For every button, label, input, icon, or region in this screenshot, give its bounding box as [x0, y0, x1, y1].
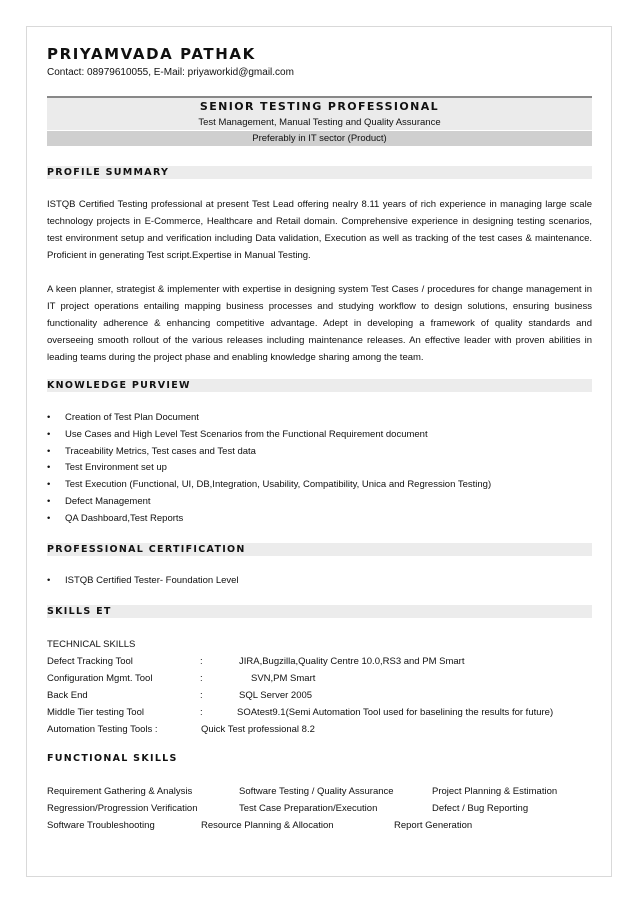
skill-value: SVN,PM Smart	[251, 673, 316, 684]
candidate-name: PRIYAMVADA PATHAK	[47, 45, 256, 63]
skill-separator: :	[200, 690, 203, 701]
skill-separator: :	[200, 707, 203, 718]
functional-skill: Test Case Preparation/Execution	[239, 803, 378, 814]
skill-separator: :	[200, 656, 203, 667]
certification-list	[47, 573, 239, 590]
technical-skills-label	[47, 636, 607, 653]
functional-skill: Regression/Progression Verification	[47, 803, 198, 814]
skill-row	[47, 670, 607, 687]
list-item-text: Use Cases and High Level Test Scenarios from the Functional Requirement document	[65, 428, 428, 440]
skill-value: JIRA,Bugzilla,Quality Centre 10.0,RS3 and PM Smart	[239, 656, 465, 667]
list-item-text: QA Dashboard,Test Reports	[65, 512, 184, 524]
functional-row	[47, 783, 607, 800]
profile-paragraph-1: ISTQB Certified Testing professional at present Test Lead offering nealry 8.11 years of rich experience in managing large scale technology projects in E-Commerce, Healthcare and Retail domain. Comprehensive experience in designing testing scenarios, test environment setup and verification including Data validation, Execution as well as tracking of the test cases & maintenance. Proficient in generating Test script.Expertise in Manual Testing.	[47, 199, 592, 261]
skill-row	[47, 721, 607, 738]
bullet-icon: •	[47, 428, 51, 440]
list-item-text: Test Environment set up	[65, 462, 167, 474]
skill-row	[47, 687, 607, 704]
banner-line-2: Preferably in IT sector (Product)	[47, 131, 592, 146]
banner-line-1: Test Management, Manual Testing and Quality Assurance	[47, 115, 592, 130]
section-heading-certification: PROFESSIONAL CERTIFICATION	[47, 543, 592, 556]
list-item	[47, 477, 491, 494]
list-item	[47, 460, 491, 477]
skill-label: Middle Tier testing Tool	[47, 707, 144, 718]
functional-skill: Software Troubleshooting	[47, 820, 155, 831]
bullet-icon: •	[47, 445, 51, 457]
functional-skill: Requirement Gathering & Analysis	[47, 786, 193, 797]
functional-skill: Resource Planning & Allocation	[201, 820, 334, 831]
functional-row	[47, 817, 607, 834]
section-heading-functional: FUNCTIONAL SKILLS	[47, 753, 178, 764]
list-item	[47, 494, 491, 511]
list-item-text: Creation of Test Plan Document	[65, 412, 199, 423]
section-heading-skills: SKILLS ET	[47, 605, 592, 618]
bullet-icon: •	[47, 495, 51, 507]
bullet-icon: •	[47, 512, 51, 524]
section-heading-profile: PROFILE SUMMARY	[47, 166, 592, 179]
list-item-text: ISTQB Certified Tester- Foundation Level	[65, 575, 239, 586]
section-heading-knowledge: KNOWLEDGE PURVIEW	[47, 379, 592, 392]
list-item-text: Traceability Metrics, Test cases and Test data	[65, 445, 256, 457]
list-item	[47, 444, 491, 461]
functional-skill: Defect / Bug Reporting	[432, 803, 529, 814]
functional-skill: Project Planning & Estimation	[432, 786, 558, 797]
skill-label: Back End	[47, 690, 88, 701]
list-item	[47, 573, 239, 590]
skill-value: Quick Test professional 8.2	[201, 724, 315, 735]
functional-row	[47, 800, 607, 817]
functional-skill: Report Generation	[394, 820, 473, 831]
bullet-icon: •	[47, 479, 51, 491]
banner-title: SENIOR TESTING PROFESSIONAL	[47, 98, 592, 115]
bullet-icon: •	[47, 575, 51, 586]
skill-label: Configuration Mgmt. Tool	[47, 673, 153, 684]
bullet-icon: •	[47, 412, 51, 423]
skill-row	[47, 704, 607, 721]
skill-label: Defect Tracking Tool	[47, 656, 133, 667]
skill-row	[47, 653, 607, 670]
skill-separator: :	[200, 673, 203, 684]
knowledge-list	[47, 410, 491, 528]
skill-value: SQL Server 2005	[239, 690, 313, 701]
list-item	[47, 511, 491, 528]
profile-paragraph-2: A keen planner, strategist & implementer with expertise in designing system Test Cases / procedures for change management in IT project operations entailing mapping business processes and studying workflow to design solutions, ensuring business functionality adherence & enhancing competitive advantage. Adept in developing a framework of quality standards and overseeing smooth rollout of the various releases including maintenance releases. An effective leader with proven abilities in leading teams during the project phase and enabling knowledge sharing among the team.	[47, 284, 592, 363]
bullet-icon: •	[47, 462, 51, 474]
contact-line: Contact: 08979610055, E-Mail: priyaworkid@gmail.com	[47, 67, 294, 78]
skill-label: Automation Testing Tools :	[47, 724, 158, 735]
skill-value: SOAtest9.1(Semi Automation Tool used for baselining the results for future)	[237, 707, 554, 718]
list-item	[47, 427, 491, 444]
subheading: TECHNICAL SKILLS	[47, 639, 136, 650]
list-item	[47, 410, 491, 427]
list-item-text: Test Execution (Functional, UI, DB,Integration, Usability, Compatibility, Unica and Regression Testing)	[65, 479, 492, 491]
functional-skill: Software Testing / Quality Assurance	[239, 786, 394, 797]
list-item-text: Defect Management	[65, 495, 151, 507]
